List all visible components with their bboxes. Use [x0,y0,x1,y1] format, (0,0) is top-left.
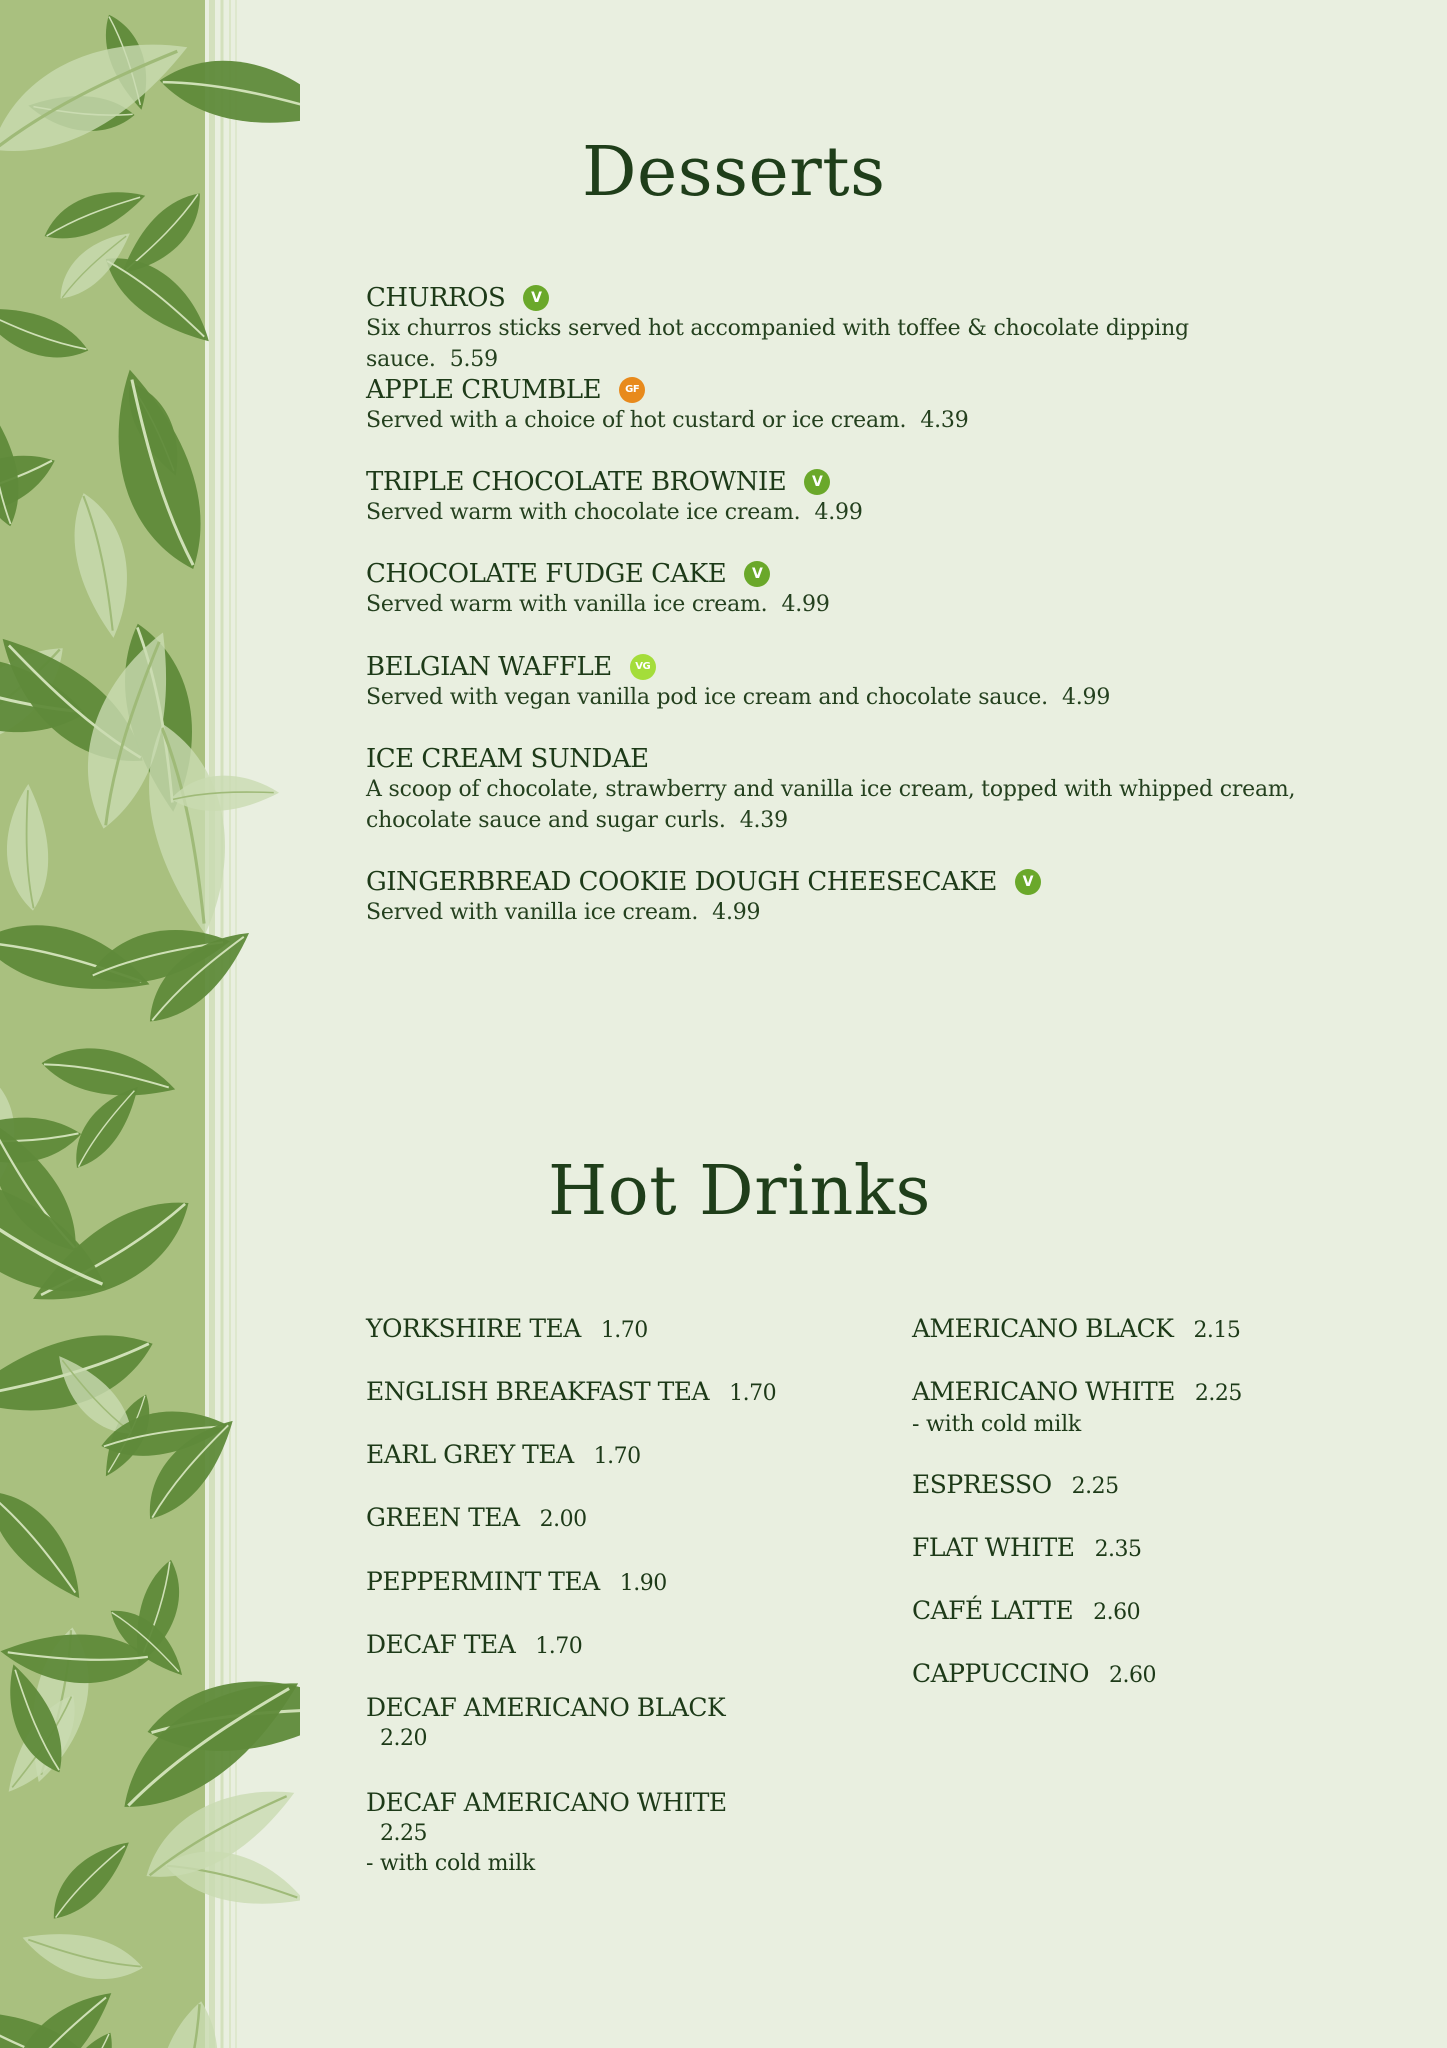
dessert-name: GINGERBREAD COOKIE DOUGH CHEESECAKE [366,867,997,897]
drink-price: 2.25 [1071,1474,1119,1499]
drink-price: 2.60 [1093,1600,1141,1625]
drink-item [912,1376,1332,1440]
drink-name: EARL GREY TEA [366,1440,574,1469]
dessert-description: Served with vegan vanilla pod ice cream and chocolate sauce. [366,685,1048,710]
drink-note: - with cold milk [912,1412,1082,1437]
dessert-description: Served with vanilla ice cream. [366,900,699,925]
drink-name: DECAF AMERICANO BLACK [366,1693,726,1722]
dessert-price: 4.39 [920,408,969,433]
drink-name: AMERICANO BLACK [912,1314,1174,1343]
dessert-description: Six churros sticks served hot accompanied with toffee & chocolate dipping sauce. [366,316,1189,372]
drink-price: 1.70 [535,1634,583,1659]
v-badge-icon: V [1015,869,1041,895]
drink-price: 2.35 [1094,1537,1142,1562]
dessert-price: 5.59 [449,347,498,372]
drink-name: DECAF TEA [366,1630,516,1659]
dessert-name: APPLE CRUMBLE [366,375,602,405]
drink-name: DECAF AMERICANO WHITE [366,1788,727,1817]
drink-item [912,1595,1332,1629]
dessert-name: BELGIAN WAFFLE [366,652,612,682]
drink-price: 1.70 [600,1318,648,1343]
dessert-price: 4.39 [739,808,788,833]
drink-name: GREEN TEA [366,1503,520,1532]
drink-price: 2.25 [1194,1381,1242,1406]
drink-name: CAPPUCCINO [912,1659,1089,1688]
desserts-heading: Desserts [582,133,886,212]
vg-badge-icon: VG [630,654,656,680]
drink-price: 2.25 [380,1821,427,1846]
drink-item [366,1692,786,1754]
drink-item [366,1566,786,1600]
dessert-price: 4.99 [1061,685,1111,710]
drink-name: CAFÉ LATTE [912,1596,1074,1625]
gf-badge-icon: GF [619,377,645,403]
dessert-name: CHURROS [366,283,506,313]
drink-item [912,1532,1332,1566]
drink-price: 1.70 [729,1381,777,1406]
drink-item [366,1502,786,1536]
v-badge-icon: V [523,285,549,311]
drink-price: 2.00 [539,1507,587,1532]
drink-name: FLAT WHITE [912,1533,1075,1562]
drink-name: ENGLISH BREAKFAST TEA [366,1377,710,1406]
dessert-price: 4.99 [814,500,863,525]
v-badge-icon: V [804,469,830,495]
drink-price: 2.60 [1108,1663,1156,1688]
drink-item [366,1787,786,1879]
dessert-item-chocolate-fudge-cake [366,558,1326,620]
drink-item [366,1439,786,1473]
dessert-name: ICE CREAM SUNDAE [366,744,649,774]
drink-name: PEPPERMINT TEA [366,1567,600,1596]
drink-item [366,1629,786,1663]
dessert-description: Served warm with vanilla ice cream. [366,592,768,617]
leaf-border-decoration [0,0,300,2048]
drink-price: 1.90 [619,1571,667,1596]
drink-item [366,1376,786,1410]
dessert-price: 4.99 [781,592,830,617]
dessert-item-ice-cream-sundae [366,743,1296,836]
hot-drinks-heading: Hot Drinks [548,1152,931,1231]
drink-name: ESPRESSO [912,1470,1052,1499]
dessert-description: Served with a choice of hot custard or ice cream. [366,408,907,433]
dessert-item-gingerbread-cheesecake [366,866,1326,928]
drink-item [912,1658,1332,1692]
drink-note: - with cold milk [366,1851,536,1876]
drink-item [912,1469,1332,1503]
dessert-item-triple-chocolate-brownie [366,466,1326,528]
drink-item [912,1313,1332,1347]
dessert-description: A scoop of chocolate, strawberry and vanilla ice cream, topped with whipped cream, chocolate sauce and sugar curls. [366,777,1296,833]
drink-item [366,1313,786,1347]
dessert-item-belgian-waffle [366,651,1326,713]
dessert-item-apple-crumble [366,374,1326,436]
drink-price: 2.20 [380,1726,427,1751]
leaf-pattern-icon [0,0,300,2048]
dessert-item-churros [366,282,1326,375]
dessert-price: 4.99 [712,900,761,925]
dessert-name: CHOCOLATE FUDGE CAKE [366,559,727,589]
dessert-name: TRIPLE CHOCOLATE BROWNIE [366,467,787,497]
drink-price: 1.70 [593,1444,641,1469]
drink-price: 2.15 [1193,1318,1241,1343]
v-badge-icon: V [744,561,770,587]
drink-name: YORKSHIRE TEA [366,1314,581,1343]
dessert-description: Served warm with chocolate ice cream. [366,500,801,525]
drink-name: AMERICANO WHITE [912,1377,1175,1406]
